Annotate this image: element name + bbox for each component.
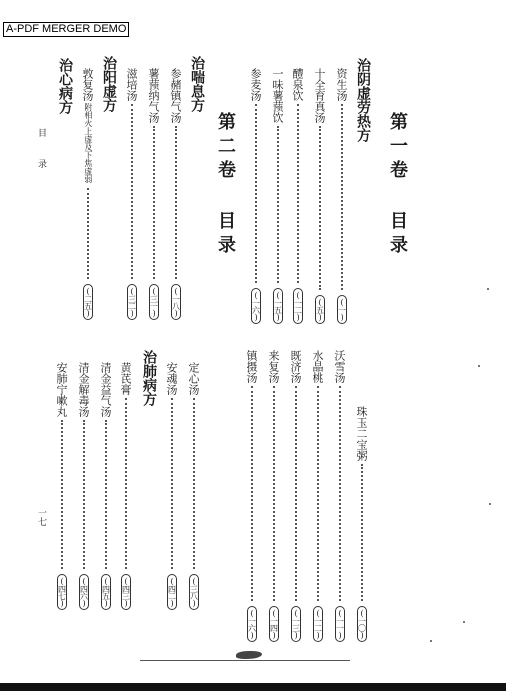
toc-entry [100,362,111,610]
leader-dots [61,420,63,569]
entry-label: 薯蓣纳气汤 [147,68,160,123]
entry-page: (四五) [101,574,111,610]
entry-label: 清金益气汤 [99,362,112,417]
leader-dots [125,398,127,569]
entry-label: 资生汤 [335,68,348,101]
toc-entry [250,68,261,324]
leader-dots [131,104,133,279]
leader-dots [87,188,89,279]
entry-label: 参麦汤 [249,68,262,101]
page-number: 一七 [36,508,46,526]
leader-dots [341,104,343,290]
entry-page: (一一) [335,606,345,642]
watermark: A-PDF MERGER DEMO [3,22,129,37]
toc-entry [56,362,67,610]
scan-speck [463,621,465,623]
entry-page: (一〇) [357,606,367,642]
leader-dots [277,126,279,283]
entry-label: 既济汤 [289,350,302,383]
leader-dots [339,386,341,601]
toc-entry [292,68,303,324]
toc-entry [166,362,177,610]
entry-label: 黄芪膏 [119,362,132,395]
toc-entry [246,350,257,642]
leader-dots [175,126,177,279]
scan-border [0,683,506,691]
toc-entry [290,350,301,642]
entry-page: (三二) [127,284,137,320]
scan-speck [430,640,432,642]
entry-label: 镇摄汤 [245,350,258,383]
entry-label: 珠玉二宝粥 [355,406,368,461]
toc-entry [334,350,345,642]
toc-entry [268,350,279,642]
toc-entry [78,362,89,610]
toc-entry [188,362,199,610]
entry-page: (一三) [291,606,301,642]
margin-note: 目 录 [36,128,46,174]
toc-entry [148,68,159,320]
leader-dots [297,104,299,283]
entry-page: (一四) [269,606,279,642]
toc-entry [126,68,137,320]
entry-label: 安魂汤 [165,362,178,395]
entry-page: (一五) [273,288,283,324]
entry-page: (一二) [313,606,323,642]
section-heading-asthma: 治喘息方 [189,56,205,112]
toc-entry [314,68,325,324]
entry-page: (一六) [247,606,257,642]
entry-note: 附相火上虚及下焦虚弱 [83,103,93,183]
entry-label: 醴泉饮 [291,68,304,101]
entry-page: (一六) [251,288,261,324]
entry-label: 水晶桃 [311,350,324,383]
scan-speck [489,503,491,505]
entry-label: 参赭镇气汤 [169,68,182,123]
leader-dots [105,420,107,569]
entry-page: (四七) [57,574,67,610]
leader-dots [83,420,85,569]
entry-page: (五) [315,295,325,324]
leader-dots [153,126,155,279]
entry-label: 来复汤 [267,350,280,383]
entry-label: 敦复汤 [81,68,94,101]
toc-entry [82,68,93,320]
scan-speck [487,288,489,290]
toc-entry [170,68,181,320]
entry-page: (二五) [83,284,93,320]
leader-dots [317,386,319,601]
section-heading-yang-deficiency: 治阳虚方 [101,56,117,112]
leader-dots [255,104,257,283]
toc-entry [336,68,347,324]
leader-dots [361,464,363,601]
entry-page: (一) [337,295,347,324]
entry-page: (三八) [189,574,199,610]
toc-entry [120,362,131,610]
leader-dots [193,398,195,569]
section-heading-yin-deficiency: 治阴虚劳热方 [355,58,371,142]
leader-dots [295,386,297,601]
entry-label: 沃雪汤 [333,350,346,383]
bottom-rule [140,660,350,661]
entry-page: (一二) [293,288,303,324]
leader-dots [171,398,173,569]
leader-dots [319,126,321,290]
volume-2-title: 第二卷 目录 [215,112,236,259]
entry-label: 安肺宁嗽丸 [55,362,68,417]
toc-entry [356,406,367,642]
toc-entry [312,350,323,642]
section-heading-lung: 治肺病方 [141,350,157,406]
entry-label: 一味薯蓣饮 [271,68,284,123]
entry-label: 滋培汤 [125,68,138,101]
volume-1-title: 第一卷 目录 [387,112,408,259]
entry-page: (三一) [149,284,159,320]
scan-speck [478,365,480,367]
entry-label: 十全育真汤 [313,68,326,123]
ink-blot [236,651,262,659]
entry-page: (四六) [79,574,89,610]
section-heading-heart: 治心病方 [57,58,73,114]
leader-dots [251,386,253,601]
entry-page: (四三) [121,574,131,610]
entry-page: (一八) [171,284,181,320]
entry-page: (四二) [167,574,177,610]
toc-entry [272,68,283,324]
entry-label: 定心汤 [187,362,200,395]
entry-label: 清金解毒汤 [77,362,90,417]
leader-dots [273,386,275,601]
